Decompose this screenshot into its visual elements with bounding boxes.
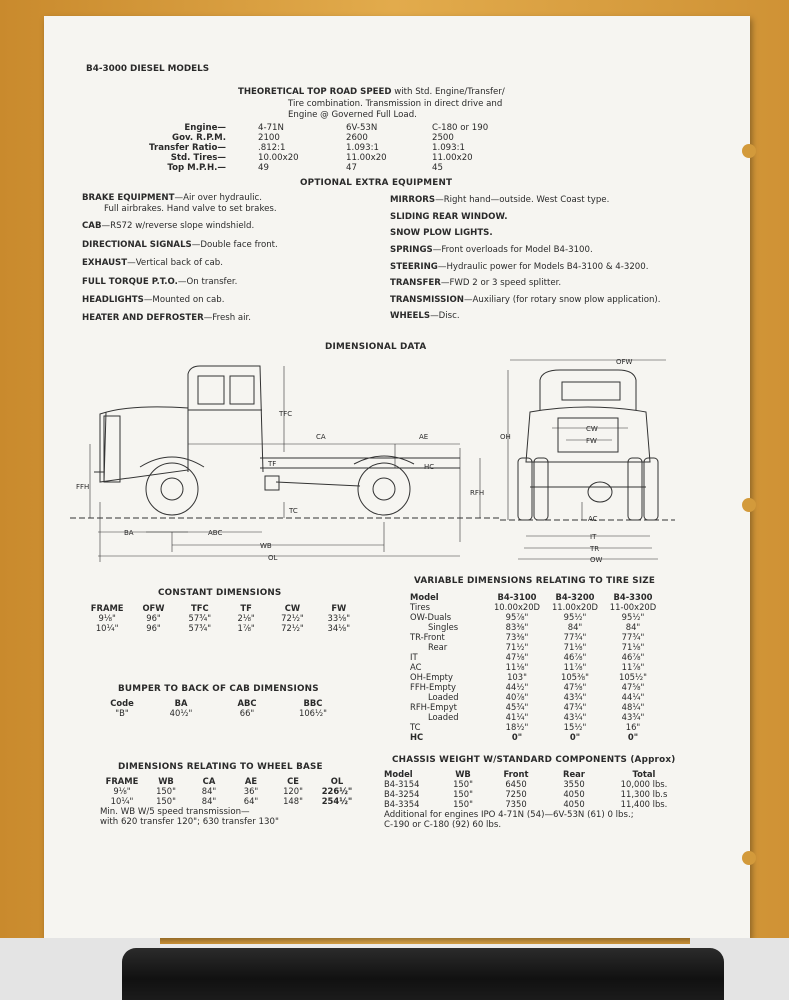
table-cell: 150"	[156, 786, 176, 796]
col-header: Model	[384, 769, 413, 779]
speed-line-2: Tire combination. Transmission in direct drive and	[288, 99, 503, 109]
col-header: CE	[287, 776, 299, 786]
option-label: MIRRORS	[390, 195, 436, 205]
bumper-heading: BUMPER TO BACK OF CAB DIMENSIONS	[118, 684, 319, 694]
table-cell: 150"	[453, 779, 473, 789]
col-header: B4-3200	[555, 592, 595, 602]
table-cell: 11,400 lbs.	[620, 799, 668, 809]
table-cell: 47⅛"	[505, 652, 529, 662]
label-ae: AE	[419, 433, 429, 441]
constant-heading: CONSTANT DIMENSIONS	[158, 588, 282, 598]
table-cell: 45¾"	[505, 702, 529, 712]
constant-dimensions-table	[84, 603, 362, 633]
binder-spine	[122, 948, 724, 1000]
table-cell: 103"	[507, 672, 527, 682]
table-cell: 72½"	[281, 623, 304, 633]
table-cell: 11⅞"	[563, 662, 587, 672]
table-cell: 11,300 lb.s	[620, 789, 668, 799]
label-ac: AC	[588, 515, 598, 523]
table-cell: 95½"	[621, 612, 645, 622]
table-cell: 57¾"	[188, 613, 212, 623]
chassis-note: C-190 or C-180 (92) 60 lbs.	[384, 820, 502, 830]
label-tf: TF	[268, 460, 277, 468]
row-label: Loaded	[428, 692, 459, 702]
spec-value: 4-71N	[258, 123, 284, 133]
table-row	[410, 602, 662, 612]
table-row	[410, 702, 662, 712]
table-row	[410, 682, 662, 692]
label-oh: OH	[500, 433, 511, 441]
table-cell: 73⅜"	[505, 632, 529, 642]
row-label: B4-3354	[384, 799, 420, 809]
spec-value: 10.00x20	[258, 153, 299, 163]
wheelbase-heading: DIMENSIONS RELATING TO WHEEL BASE	[118, 762, 323, 772]
option-label: TRANSMISSION	[390, 295, 464, 305]
table-cell: 47⅝"	[621, 682, 645, 692]
table-cell: 40⅞"	[505, 692, 529, 702]
spec-value: 11.00x20	[432, 153, 473, 163]
chassis-weight-table	[384, 769, 684, 809]
table-cell: 33⅛"	[327, 613, 351, 623]
table-cell: 2⅛"	[237, 613, 255, 623]
page-title: B4-3000 DIESEL MODELS	[86, 64, 210, 74]
table-cell: 11.00x20D	[551, 602, 599, 612]
table-cell: 254½"	[321, 796, 353, 806]
table-cell: 0"	[569, 732, 581, 742]
table-cell: 44¼"	[621, 692, 645, 702]
table-cell: 46⅞"	[621, 652, 645, 662]
option-label: SLIDING REAR WINDOW.	[390, 212, 508, 222]
row-label: IT	[410, 652, 418, 662]
table-cell: 95⅞"	[505, 612, 529, 622]
bumper-dimensions-table	[96, 698, 346, 718]
truck-side-view-diagram	[70, 352, 500, 567]
table-cell: 84"	[201, 796, 217, 806]
table-row	[410, 722, 662, 732]
variable-heading: VARIABLE DIMENSIONS RELATING TO TIRE SIZE	[414, 576, 656, 586]
label-ffh: FFH	[76, 483, 90, 491]
option-text: —On transfer.	[177, 277, 238, 287]
table-cell: 10¼"	[95, 623, 119, 633]
table-cell: 11⅛"	[505, 662, 529, 672]
option-text: —Air over hydraulic.	[174, 193, 262, 203]
row-label: OH-Empty	[410, 672, 453, 682]
option-text: —Front overloads for Model B4-3100.	[432, 245, 593, 255]
row-label: Singles	[428, 622, 459, 632]
col-header: Model	[410, 592, 439, 602]
row-label: TC	[410, 722, 421, 732]
col-header: CA	[202, 776, 216, 786]
table-cell: 96"	[146, 623, 161, 633]
label-cw: CW	[586, 425, 598, 433]
label-ca: CA	[316, 433, 326, 441]
option-label: BRAKE EQUIPMENT	[82, 193, 175, 203]
wheelbase-note: Min. WB W/5 speed transmission—	[100, 807, 250, 817]
spec-value: 2100	[258, 133, 280, 143]
option-text: —Vertical back of cab.	[127, 258, 223, 268]
label-tr: TR	[590, 545, 600, 553]
table-row	[100, 796, 360, 806]
table-row	[410, 652, 662, 662]
table-cell: 64"	[243, 796, 259, 806]
option-label: FULL TORQUE P.T.O.	[82, 277, 178, 287]
table-cell: 6450	[505, 779, 527, 789]
table-cell: 71⅛"	[621, 642, 645, 652]
wheelbase-note: with 620 transfer 120"; 630 transfer 130"	[100, 817, 279, 827]
col-header: Front	[503, 769, 529, 779]
option-text: —Disc.	[430, 311, 460, 321]
table-cell: 9⅛"	[113, 786, 131, 796]
table-row	[410, 622, 662, 632]
col-header: B4-3100	[497, 592, 537, 602]
dimensional-heading: DIMENSIONAL DATA	[325, 342, 427, 352]
option-text: —Double face front.	[191, 240, 278, 250]
table-cell: 1⅞"	[237, 623, 255, 633]
table-cell: 10,000 lbs.	[620, 779, 668, 789]
table-row	[100, 786, 360, 796]
wheelbase-dimensions-table	[100, 776, 360, 806]
option-label: DIRECTIONAL SIGNALS	[82, 240, 192, 250]
option-text: —Right hand—outside. West Coast type.	[435, 195, 610, 205]
label-abc: ABC	[208, 529, 223, 537]
table-cell: 150"	[453, 799, 473, 809]
spec-label: Gov. R.P.M.	[172, 133, 226, 143]
col-header: FW	[331, 603, 347, 613]
table-cell: 47⅝"	[563, 682, 587, 692]
table-cell: 66"	[239, 708, 255, 718]
table-cell: 9⅛"	[98, 613, 116, 623]
table-row	[384, 789, 684, 799]
table-row	[410, 662, 662, 672]
label-fw: FW	[586, 437, 597, 445]
option-label: STEERING	[390, 262, 438, 272]
label-it: IT	[590, 533, 597, 541]
col-header: WB	[158, 776, 174, 786]
table-cell: 43¼"	[563, 712, 587, 722]
table-cell: 11-00x20D	[609, 602, 657, 612]
table-row	[410, 692, 662, 702]
table-cell: 15½"	[563, 722, 587, 732]
binder-hole	[742, 851, 756, 865]
chassis-note: Additional for engines IPO 4-71N (54)—6V-53N (61) 0 lbs.;	[384, 810, 634, 820]
table-cell: 40½"	[169, 708, 193, 718]
table-cell: "B"	[115, 708, 129, 718]
table-row	[410, 612, 662, 622]
table-cell: 10.00x20D	[493, 602, 541, 612]
table-cell: 46⅞"	[563, 652, 587, 662]
option-label: HEATER AND DEFROSTER	[82, 313, 204, 323]
col-header: CW	[284, 603, 301, 613]
option-text: —RS72 w/reverse slope windshield.	[101, 221, 255, 231]
label-ol: OL	[268, 554, 278, 562]
spec-value: 45	[432, 163, 443, 173]
table-cell: 96"	[146, 613, 161, 623]
label-hc: HC	[424, 463, 435, 471]
table-cell: 105⅜"	[561, 672, 589, 682]
table-cell: 43¾"	[563, 692, 587, 702]
table-cell: 48¼"	[621, 702, 645, 712]
spec-value: 47	[346, 163, 357, 173]
option-text: —Mounted on cab.	[143, 295, 225, 305]
table-cell: 41¼"	[505, 712, 529, 722]
table-row	[84, 613, 362, 623]
col-header: Total	[632, 769, 656, 779]
table-cell: 7250	[505, 789, 527, 799]
table-cell: 47¾"	[563, 702, 587, 712]
spec-label: Engine—	[184, 123, 226, 133]
col-header: AE	[244, 776, 258, 786]
label-ofw: OFW	[616, 358, 633, 366]
spec-value: 2500	[432, 133, 454, 143]
table-cell: 71½"	[505, 642, 529, 652]
binder-hole	[742, 498, 756, 512]
option-text: —Fresh air.	[203, 313, 252, 323]
col-header: Rear	[563, 769, 585, 779]
option-label: HEADLIGHTS	[82, 295, 144, 305]
label-ow: OW	[590, 556, 603, 564]
spec-label: Transfer Ratio—	[149, 143, 226, 153]
table-cell: 77¾"	[621, 632, 645, 642]
row-label: RFH-Empyt	[410, 702, 457, 712]
spec-value: 11.00x20	[346, 153, 387, 163]
table-cell: 71⅛"	[563, 642, 587, 652]
spec-label: Std. Tires—	[170, 153, 226, 163]
table-cell: 83⅜"	[505, 622, 529, 632]
speed-heading: THEORETICAL TOP ROAD SPEED	[238, 87, 392, 97]
table-cell: 120"	[283, 786, 303, 796]
variable-dimensions-table	[410, 592, 662, 742]
table-cell: 7350	[505, 799, 527, 809]
option-text: —FWD 2 or 3 speed splitter.	[440, 278, 562, 288]
table-cell: 84"	[567, 622, 583, 632]
table-cell: 43¾"	[621, 712, 645, 722]
option-label: CAB	[82, 221, 102, 231]
option-label: TRANSFER	[390, 278, 441, 288]
spec-value: 2600	[346, 133, 368, 143]
table-row	[410, 672, 662, 682]
speed-heading-rest: with Std. Engine/Transfer/	[394, 87, 505, 97]
option-label: EXHAUST	[82, 258, 128, 268]
spec-value: 49	[258, 163, 269, 173]
table-cell: 3550	[563, 779, 585, 789]
table-row	[384, 779, 684, 789]
binder-hole	[742, 144, 756, 158]
row-label: Rear	[428, 642, 448, 652]
row-label: Tires	[410, 602, 430, 612]
table-cell: 106½"	[299, 708, 327, 718]
col-header: BA	[174, 698, 188, 708]
col-header: OL	[330, 776, 344, 786]
row-label: B4-3254	[384, 789, 420, 799]
table-cell: 95½"	[563, 612, 587, 622]
table-cell: 77¾"	[563, 632, 587, 642]
label-rfh: RFH	[470, 489, 485, 497]
col-header: ABC	[237, 698, 257, 708]
table-cell: 18½"	[505, 722, 529, 732]
table-cell: 34⅛"	[327, 623, 351, 633]
table-cell: 148"	[283, 796, 303, 806]
row-label: B4-3154	[384, 779, 420, 789]
option-label: SPRINGS	[390, 245, 433, 255]
label-ba: BA	[124, 529, 134, 537]
spec-value: 6V-53N	[346, 123, 378, 133]
table-row	[410, 632, 662, 642]
table-row	[410, 732, 662, 742]
row-label: AC	[410, 662, 422, 672]
table-cell: 4050	[563, 799, 585, 809]
option-text: —Auxiliary (for rotary snow plow application).	[463, 295, 661, 305]
col-header: WB	[455, 769, 471, 779]
spec-value: 1.093:1	[432, 143, 465, 153]
chassis-heading: CHASSIS WEIGHT W/STANDARD COMPONENTS (Approx)	[392, 755, 676, 765]
table-row	[84, 623, 362, 633]
option-text: Full airbrakes. Hand valve to set brakes.	[104, 204, 277, 214]
table-cell: 36"	[243, 786, 259, 796]
table-cell: 0"	[627, 732, 639, 742]
truck-front-view-diagram	[500, 352, 675, 567]
table-cell: 11⅞"	[621, 662, 645, 672]
table-cell: 84"	[625, 622, 641, 632]
table-cell: 226½"	[321, 786, 353, 796]
table-cell: 16"	[625, 722, 641, 732]
spec-value: 1.093:1	[346, 143, 379, 153]
col-header: OFW	[142, 603, 165, 613]
speed-line-3: Engine @ Governed Full Load.	[288, 110, 417, 120]
table-row	[410, 642, 662, 652]
option-label: SNOW PLOW LIGHTS.	[390, 228, 493, 238]
table-cell: 44½"	[505, 682, 529, 692]
label-tfc: TFC	[279, 410, 293, 418]
table-row	[410, 712, 662, 722]
col-header: TFC	[191, 603, 209, 613]
row-label: OW-Duals	[410, 612, 452, 622]
table-cell: 0"	[511, 732, 523, 742]
option-text: —Hydraulic power for Models B4-3100 & 4-3200.	[437, 262, 649, 272]
table-cell: 57¾"	[188, 623, 212, 633]
table-cell: 150"	[156, 796, 176, 806]
optional-heading: OPTIONAL EXTRA EQUIPMENT	[300, 178, 453, 188]
table-row	[384, 799, 684, 809]
row-label: Loaded	[428, 712, 459, 722]
col-header: TF	[240, 603, 252, 613]
table-row	[96, 708, 346, 718]
label-wb: WB	[260, 542, 272, 550]
spec-value: .812:1	[258, 143, 286, 153]
option-label: WHEELS	[390, 311, 431, 321]
table-cell: 72½"	[281, 613, 304, 623]
table-cell: 4050	[563, 789, 585, 799]
col-header: FRAME	[90, 603, 124, 613]
col-header: FRAME	[105, 776, 139, 786]
spec-value: C-180 or 190	[432, 123, 489, 133]
row-label: FFH-Empty	[410, 682, 456, 692]
col-header: BBC	[303, 698, 323, 708]
col-header: Code	[110, 698, 134, 708]
spec-label: Top M.P.H.—	[167, 163, 226, 173]
table-cell: 150"	[453, 789, 473, 799]
table-cell: 84"	[201, 786, 217, 796]
table-cell: 10¼"	[110, 796, 134, 806]
table-cell: 105½"	[619, 672, 647, 682]
row-label: TR-Front	[410, 632, 445, 642]
label-tc: TC	[289, 507, 298, 515]
row-label: HC	[410, 732, 424, 742]
col-header: B4-3300	[613, 592, 653, 602]
